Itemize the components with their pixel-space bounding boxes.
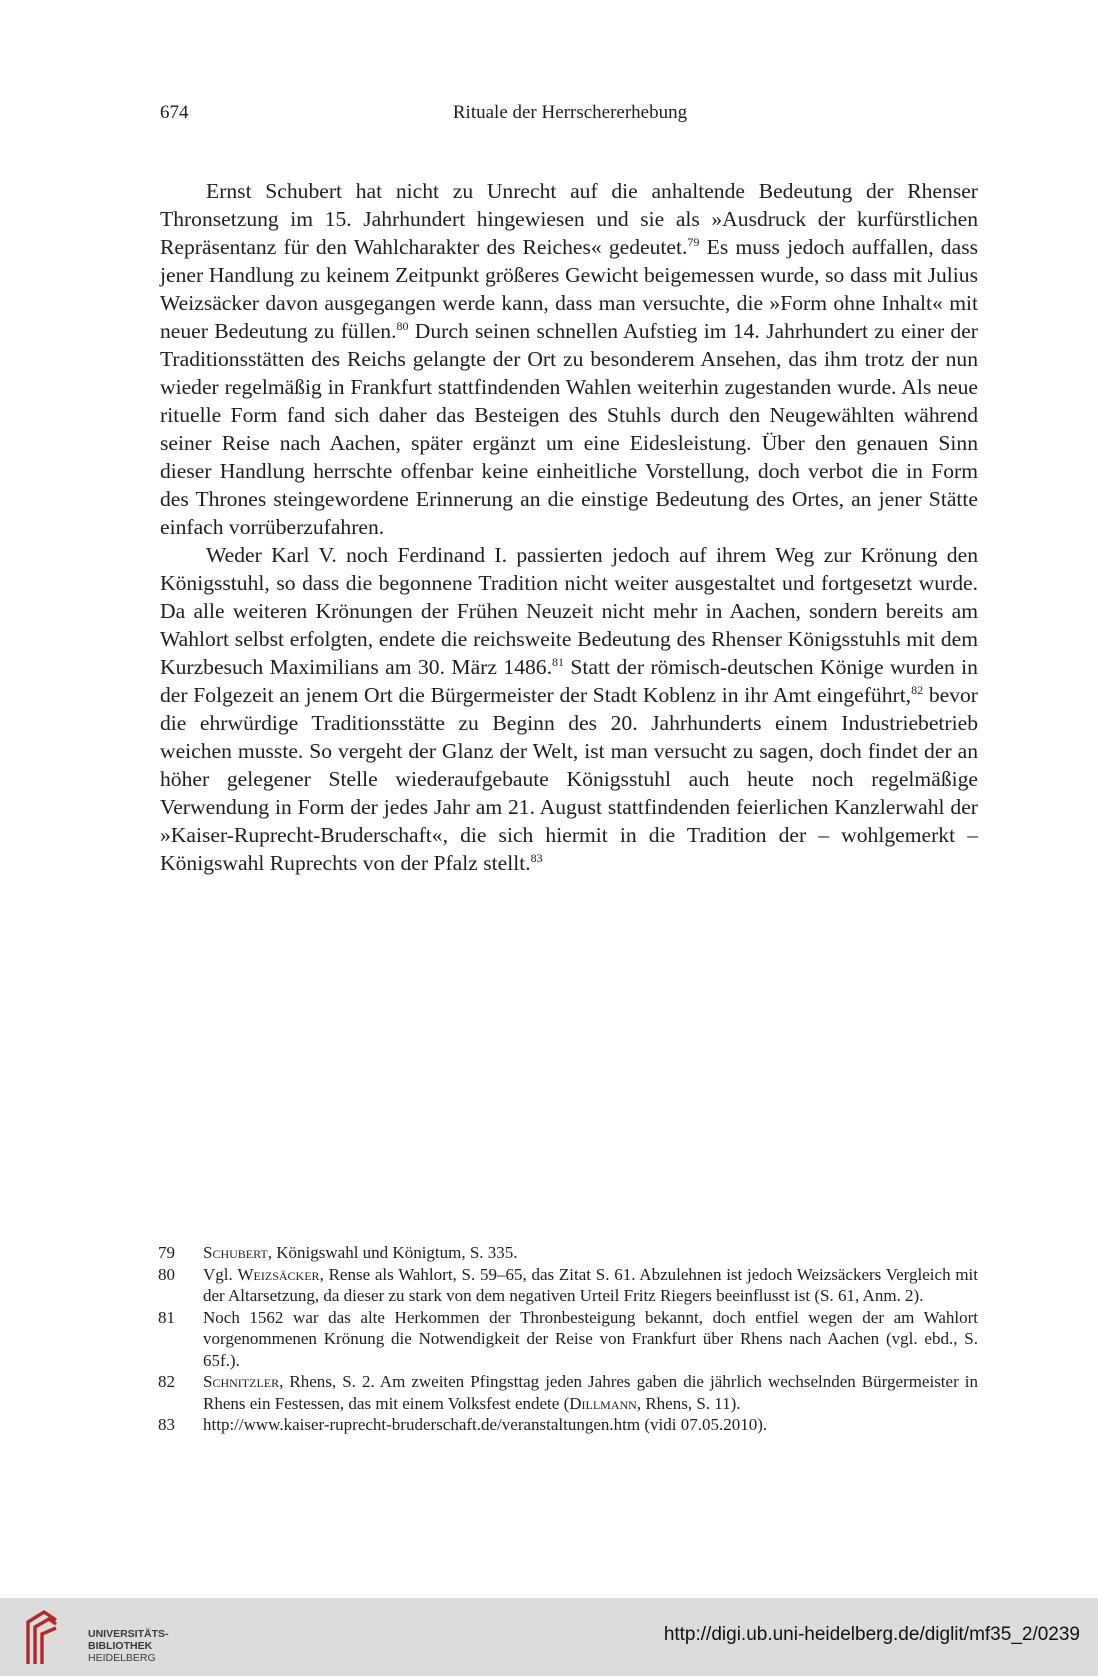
main-text <box>160 177 978 877</box>
permalink-url[interactable]: http://digi.ub.uni-heidelberg.de/diglit/mf35_2/0239 <box>663 1624 1080 1645</box>
text-run: bevor die ehrwürdige Traditionsstätte zu Beginn des 20. Jahrhunderts einem Industriebetrieb weichen musste. So vergeht der Glanz der Welt, ist man versucht zu sagen, doch findet der an höher gelegener Stelle wiederaufgebaute Königsstuhl auch heute noch regelmäßige Verwendung in Form der jedes Jahr am 21. August stattfindenden feierlichen Kanzlerwahl der »Kaiser-Ruprecht-Bruderschaft«, die sich hiermit in die Tradition der – wohlgemerkt – Königswahl Ruprechts von der Pfalz stellt. <box>160 683 978 875</box>
footnote-text <box>203 1371 978 1414</box>
footnote-82 <box>158 1371 978 1414</box>
footnote-text <box>203 1242 978 1264</box>
footnote-79 <box>158 1242 978 1264</box>
footnote-81 <box>158 1307 978 1372</box>
running-head: Rituale der Herrschererhebung <box>452 102 688 123</box>
page-number: 674 <box>160 102 189 123</box>
text-run: , Rense als Wahlort, S. 59–65, das Zitat S. 61. Abzulehnen ist jedoch Weizsäckers Vergleich mit der Altarsetzung, da dieser zu stark von dem negativen Urteil Fritz Riegers beeinflusst ist (S. 61, Anm. 2). <box>203 1264 978 1305</box>
author-name: Weizsäcker <box>237 1264 320 1284</box>
author-name: Schubert <box>203 1243 268 1262</box>
library-logo-icon <box>24 1608 60 1666</box>
footnote-ref-79[interactable]: 79 <box>687 235 700 249</box>
footnote-number: 79 <box>158 1243 175 1262</box>
footnote-url[interactable]: http://www.kaiser-ruprecht-bruderschaft.de/veranstaltungen.htm (vidi 07.05.2010). <box>203 1415 768 1434</box>
library-name <box>88 1628 169 1664</box>
text-run: , Königswahl und Königtum, S. 335. <box>267 1243 518 1262</box>
ub-heidelberg-logo[interactable] <box>24 1608 169 1666</box>
text-run: , Rhens, S. 2. Am zweiten Pfingsttag jeden Jahres gaben die jährlich wechselnden Bürgermeister in Rhens ein Festessen, das mit einem Volksfest endete ( <box>203 1372 978 1413</box>
author-name: Schnitzler <box>203 1372 280 1391</box>
footnote-number: 80 <box>158 1264 175 1284</box>
footnote-text: Noch 1562 war das alte Herkommen der Thronbesteigung bekannt, doch entfiel wegen der am Wahlort vorgenommenen Krönung die Notwendigkeit der Reise von Frankfurt über Rhens nach Aachen (vgl. ebd., S. 65f.). <box>203 1307 978 1370</box>
footnote-number: 82 <box>158 1372 175 1391</box>
footnote-text <box>203 1264 978 1307</box>
text-run: , Rhens, S. 11). <box>636 1393 741 1413</box>
text-run: Es muss jedoch auffallen, dass jener Handlung zu keinem Zeitpunkt größeres Gewicht beigemessen wurde, so dass mit Julius Weizsäcker davon ausgegangen werde kann, dass man versuchte, die »Form ohne Inhalt« mit neuer Bedeutung zu füllen. <box>160 235 978 343</box>
viewer-footer-bar <box>0 1598 1098 1676</box>
logo-line-3: HEIDELBERG <box>88 1652 156 1664</box>
footnote-83 <box>158 1414 978 1436</box>
author-name: Dillmann <box>569 1393 637 1413</box>
footnotes <box>158 1242 978 1436</box>
footnote-number: 83 <box>158 1415 175 1434</box>
footnote-ref-82[interactable]: 82 <box>911 683 924 697</box>
text-run: Durch seinen schnellen Aufstieg im 14. Jahrhundert zu einer der Traditionsstätten des Reichs gelangte der Ort zu besonderem Ansehen, das ihm trotz der nun wieder regelmäßig in Frankfurt stattfindenden Wahlen weiterhin zugestanden wurde. Als neue rituelle Form fand sich daher das Besteigen des Stuhls durch den Neugewählten während seiner Reise nach Aachen, später ergänzt um eine Eidesleistung. Über den genauen Sinn dieser Handlung herrschte offenbar keine einheitliche Vorstellung, doch verbot die in Form des Thrones steingewordene Erinnerung an die einstige Bedeutung des Ortes, an jener Stätte einfach vorrüberzufahren. <box>160 319 978 539</box>
text-run: Statt der römisch-deutschen Könige wurden in der Folgezeit an jenem Ort die Bürgermeister der Stadt Koblenz in ihr Amt eingeführt, <box>160 655 978 707</box>
page-header <box>160 102 980 128</box>
footnote-80 <box>158 1264 978 1307</box>
logo-line-2: BIBLIOTHEK <box>88 1640 153 1652</box>
text-run: Weder Karl V. noch Ferdinand I. passierten jedoch auf ihrem Weg zur Krönung den Königsstuhl, so dass die begonnene Tradition nicht weiter ausgestaltet und fortgesetzt wurde. Da alle weiteren Krönungen der Frühen Neuzeit nicht mehr in Aachen, sondern bereits am Wahlort selbst erfolgten, endete die reichsweite Bedeutung des Rhenser Königsstuhls mit dem Kurzbesuch Maximilians am 30. März 1486. <box>160 543 978 679</box>
text-run: Ernst Schubert hat nicht zu Unrecht auf die anhaltende Bedeutung der Rhenser Thronsetzung im 15. Jahrhundert hingewiesen und sie als »Ausdruck der kurfürstlichen Repräsentanz für den Wahlcharakter des Reiches« gedeutet. <box>160 179 978 259</box>
footnote-ref-80[interactable]: 80 <box>396 319 409 333</box>
footnote-number: 81 <box>158 1307 175 1327</box>
footnote-ref-83[interactable]: 83 <box>530 851 543 865</box>
text-run: Vgl. <box>203 1264 238 1284</box>
footnote-ref-81[interactable]: 81 <box>551 655 564 669</box>
paragraph-2 <box>160 541 978 877</box>
logo-line-1: UNIVERSITÄTS- <box>88 1628 169 1640</box>
paragraph-1 <box>160 177 978 541</box>
